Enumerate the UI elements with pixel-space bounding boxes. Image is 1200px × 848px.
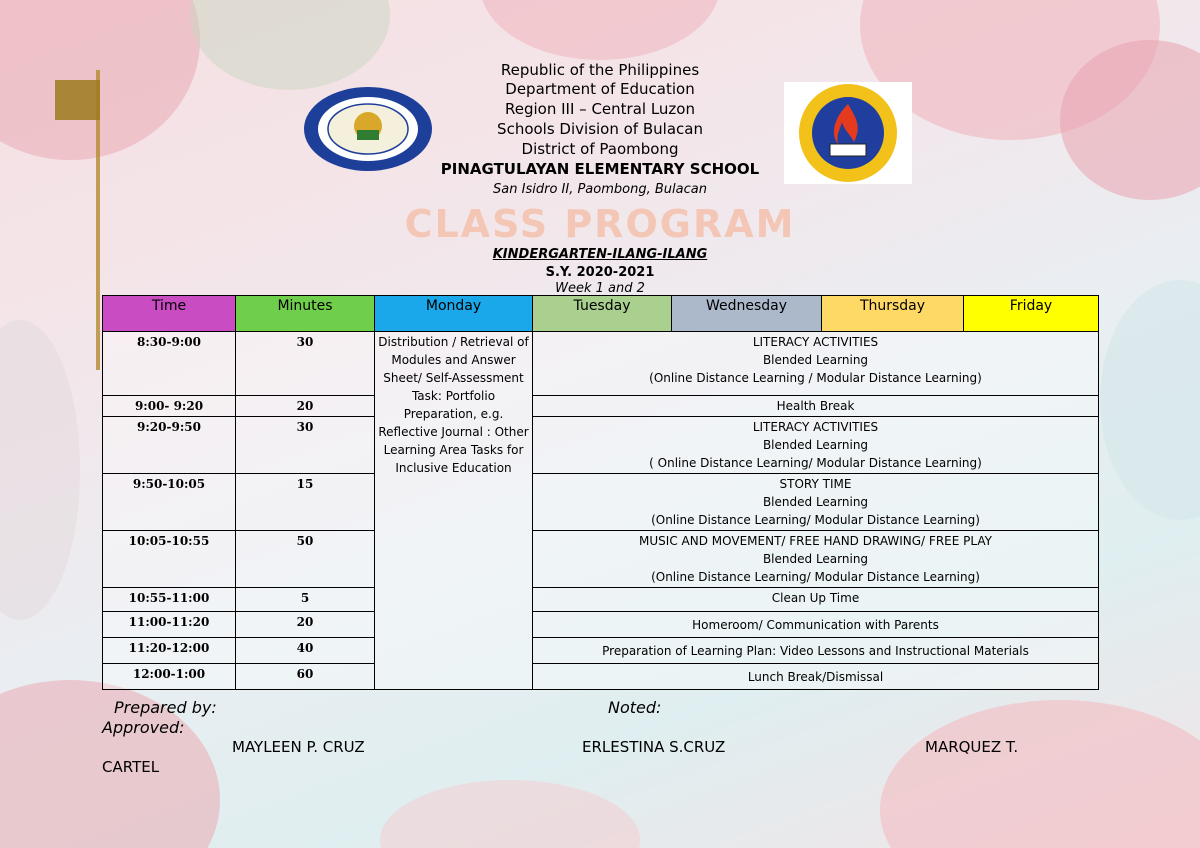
approved-name-part1: MARQUEZ T. xyxy=(925,738,1019,756)
monday-activities: Distribution / Retrieval of Modules and Answer Sheet/ Self-Assessment Task: Portfolio Preparation, e.g. Reflective Journal : Other Learning Area Tasks for Inclusive Education xyxy=(375,332,533,690)
header-thursday: Thursday xyxy=(822,296,964,332)
activity-cell xyxy=(533,396,1099,417)
table-row xyxy=(103,612,1099,638)
activity-detail: (Online Distance Learning/ Modular Distance Learning) xyxy=(651,570,980,584)
activity-mode: Blended Learning xyxy=(762,495,869,509)
table-header-row xyxy=(103,296,1099,332)
table-row xyxy=(103,588,1099,612)
approved-label: Approved: xyxy=(102,718,185,737)
header-minutes: Minutes xyxy=(236,296,375,332)
activity-cell xyxy=(533,332,1099,396)
noted-name: ERLESTINA S.CRUZ xyxy=(582,738,726,756)
week-label: Week 1 and 2 xyxy=(555,281,645,296)
prepared-label: Prepared by: xyxy=(114,698,217,717)
minutes-cell: 5 xyxy=(236,588,375,612)
school-year: S.Y. 2020-2021 xyxy=(545,265,655,280)
table-row xyxy=(103,332,1099,396)
table-row xyxy=(103,664,1099,690)
time-cell: 8:30-9:00 xyxy=(103,332,236,396)
school-address: San Isidro II, Paombong, Bulacan xyxy=(493,182,707,197)
header-line-2: Department of Education xyxy=(505,80,695,98)
district-of-paombong-seal-icon xyxy=(784,82,912,184)
time-cell: 11:00-11:20 xyxy=(103,612,236,638)
minutes-cell: 20 xyxy=(236,396,375,417)
minutes-cell: 40 xyxy=(236,638,375,664)
activity-cell xyxy=(533,417,1099,474)
activity-title: Health Break xyxy=(776,399,855,413)
activity-detail: ( Online Distance Learning/ Modular Distance Learning) xyxy=(649,456,982,470)
activity-title: Clean Up Time xyxy=(771,591,860,605)
header-tuesday: Tuesday xyxy=(533,296,672,332)
approved-name-part2: CARTEL xyxy=(102,758,160,776)
activity-detail: (Online Distance Learning / Modular Distance Learning) xyxy=(649,371,982,385)
activity-cell xyxy=(533,588,1099,612)
section-name: KINDERGARTEN-ILANG-ILANG xyxy=(492,247,708,262)
table-row xyxy=(103,531,1099,588)
table-row xyxy=(103,474,1099,531)
activity-detail: (Online Distance Learning/ Modular Distance Learning) xyxy=(651,513,980,527)
time-cell: 11:20-12:00 xyxy=(103,638,236,664)
activity-title: LITERACY ACTIVITIES xyxy=(752,335,879,349)
header-line-4: Schools Division of Bulacan xyxy=(497,120,703,138)
time-cell: 9:00- 9:20 xyxy=(103,396,236,417)
activity-cell xyxy=(533,638,1099,664)
activity-title: MUSIC AND MOVEMENT/ FREE HAND DRAWING/ FREE PLAY xyxy=(639,534,992,548)
activity-cell xyxy=(533,664,1099,690)
activity-title: Homeroom/ Communication with Parents xyxy=(692,617,939,632)
time-cell: 10:55-11:00 xyxy=(103,588,236,612)
activity-title: STORY TIME xyxy=(779,477,852,491)
noted-label: Noted: xyxy=(608,698,662,717)
header-line-3: Region III – Central Luzon xyxy=(505,100,695,118)
activity-cell xyxy=(533,531,1099,588)
activity-title: Lunch Break/Dismissal xyxy=(747,669,884,684)
table-row xyxy=(103,417,1099,474)
activity-title: Preparation of Learning Plan: Video Lessons and Instructional Materials xyxy=(602,643,1029,658)
prepared-name: MAYLEEN P. CRUZ xyxy=(232,738,365,756)
minutes-cell: 15 xyxy=(236,474,375,531)
header-friday: Friday xyxy=(964,296,1099,332)
activity-mode: Blended Learning xyxy=(762,438,869,452)
page-title: CLASS PROGRAM xyxy=(404,202,796,246)
activity-title: LITERACY ACTIVITIES xyxy=(752,420,879,434)
header-line-5: District of Paombong xyxy=(521,140,679,158)
class-program-table xyxy=(102,295,1099,690)
header-monday: Monday xyxy=(375,296,533,332)
header-wednesday: Wednesday xyxy=(672,296,822,332)
activity-mode: Blended Learning xyxy=(762,353,869,367)
table-row xyxy=(103,638,1099,664)
minutes-cell: 20 xyxy=(236,612,375,638)
table-row xyxy=(103,396,1099,417)
activity-mode: Blended Learning xyxy=(762,552,869,566)
time-cell: 10:05-10:55 xyxy=(103,531,236,588)
time-cell: 9:50-10:05 xyxy=(103,474,236,531)
time-cell: 9:20-9:50 xyxy=(103,417,236,474)
minutes-cell: 30 xyxy=(236,417,375,474)
activity-cell xyxy=(533,612,1099,638)
minutes-cell: 60 xyxy=(236,664,375,690)
minutes-cell: 50 xyxy=(236,531,375,588)
deped-seal-icon xyxy=(302,86,434,172)
activity-cell xyxy=(533,474,1099,531)
header-time: Time xyxy=(103,296,236,332)
header-line-1: Republic of the Philippines xyxy=(500,61,700,79)
school-name: PINAGTULAYAN ELEMENTARY SCHOOL xyxy=(440,160,760,178)
minutes-cell: 30 xyxy=(236,332,375,396)
time-cell: 12:00-1:00 xyxy=(103,664,236,690)
